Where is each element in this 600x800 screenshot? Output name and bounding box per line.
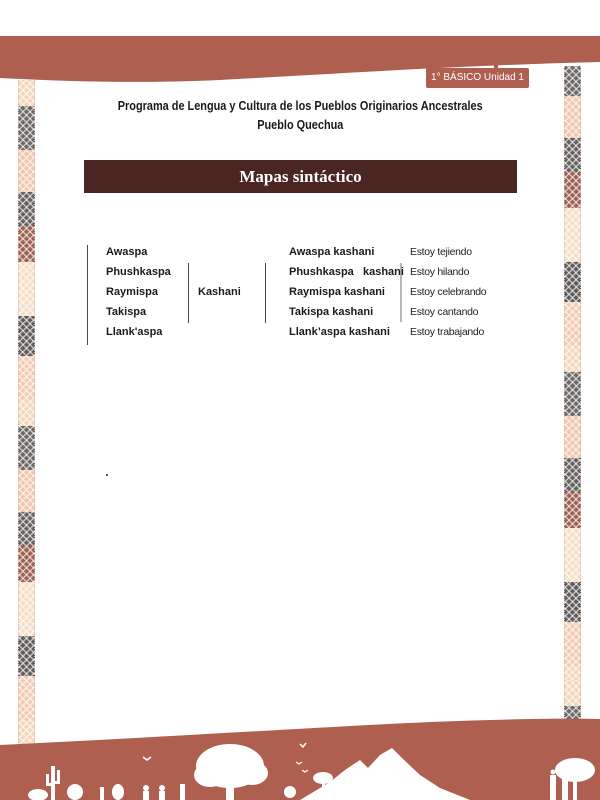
divider-aux-phrases [265, 263, 266, 323]
translation: Estoy tejiendo [410, 246, 472, 258]
root-word: Phushkaspa [106, 266, 171, 278]
program-title: Programa de Lengua y Cultura de los Pueblos Originarios Ancestrales [117, 98, 483, 113]
auxiliary-word: Kashani [198, 286, 241, 298]
root-word: Raymispa [106, 286, 158, 298]
phrase: Awaspa kashani [289, 246, 375, 258]
divider-left [87, 245, 88, 345]
phrase: Llank’aspa kashani [289, 326, 390, 338]
root-word: Llank'aspa [106, 326, 163, 338]
phrase: Takispa kashani [289, 306, 374, 318]
translation: Estoy celebrando [410, 286, 487, 298]
root-word: Awaspa [106, 246, 148, 258]
phrase: Raymispa kashani [289, 286, 385, 298]
translation: Estoy cantando [410, 306, 479, 318]
translation: Estoy trabajando [410, 326, 485, 338]
stray-dot [106, 474, 108, 476]
people-title: Pueblo Quechua [256, 117, 344, 132]
grade-unit-badge: 1° BÁSICO Unidad 1 [426, 68, 529, 88]
divider-roots-aux [188, 263, 189, 323]
phrase: Phushkaspa kashani [289, 266, 404, 278]
root-word: Takispa [106, 306, 147, 318]
translation: Estoy hilando [410, 266, 470, 278]
section-title-bar: Mapas sintáctico [84, 160, 517, 193]
bottom-landscape-band [0, 700, 600, 800]
